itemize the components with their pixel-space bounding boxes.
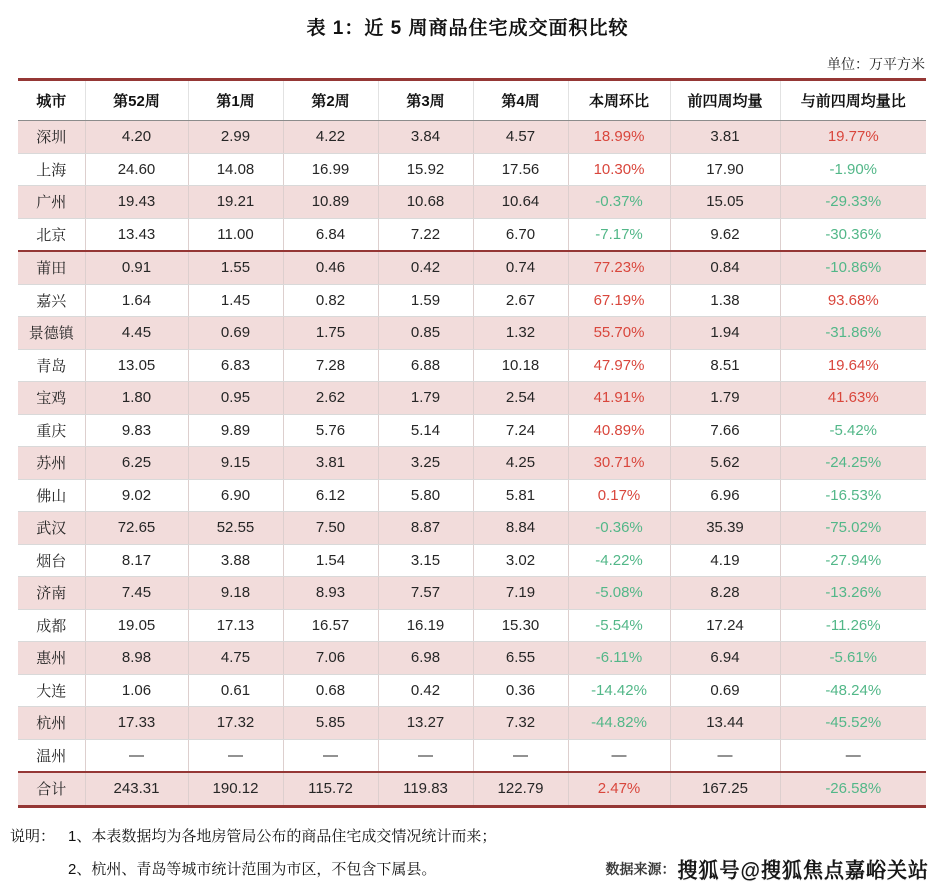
city-cell: 惠州	[18, 642, 85, 675]
city-cell: 北京	[18, 218, 85, 251]
value-cell: 16.19	[378, 609, 473, 642]
value-cell: —	[85, 739, 188, 772]
value-cell: 190.12	[188, 772, 283, 806]
value-cell: 16.57	[283, 609, 378, 642]
value-cell: -6.11%	[568, 642, 670, 675]
value-cell: 4.45	[85, 317, 188, 350]
value-cell: -27.94%	[780, 544, 926, 577]
value-cell: —	[473, 739, 568, 772]
value-cell: 47.97%	[568, 349, 670, 382]
header-week-52: 第52周	[85, 80, 188, 121]
value-cell: 6.96	[670, 479, 780, 512]
value-cell: 15.30	[473, 609, 568, 642]
table-header-row	[18, 80, 926, 121]
value-cell: -16.53%	[780, 479, 926, 512]
value-cell: 5.80	[378, 479, 473, 512]
value-cell: -31.86%	[780, 317, 926, 350]
value-cell: 2.62	[283, 382, 378, 415]
total-row	[18, 772, 926, 806]
value-cell: 6.94	[670, 642, 780, 675]
value-cell: 7.66	[670, 414, 780, 447]
value-cell: 52.55	[188, 512, 283, 545]
value-cell: 4.22	[283, 121, 378, 154]
table-body	[18, 121, 926, 807]
value-cell: 5.76	[283, 414, 378, 447]
value-cell: 19.21	[188, 186, 283, 219]
table-row	[18, 739, 926, 772]
value-cell: 6.84	[283, 218, 378, 251]
value-cell: 77.23%	[568, 251, 670, 284]
value-cell: 5.14	[378, 414, 473, 447]
value-cell: -5.08%	[568, 577, 670, 610]
value-cell: 15.92	[378, 153, 473, 186]
value-cell: 4.19	[670, 544, 780, 577]
value-cell: -30.36%	[780, 218, 926, 251]
table-row	[18, 512, 926, 545]
value-cell: -11.26%	[780, 609, 926, 642]
value-cell: 119.83	[378, 772, 473, 806]
value-cell: 7.19	[473, 577, 568, 610]
value-cell: 6.88	[378, 349, 473, 382]
value-cell: 1.06	[85, 674, 188, 707]
value-cell: 7.24	[473, 414, 568, 447]
value-cell: 8.84	[473, 512, 568, 545]
value-cell: 4.57	[473, 121, 568, 154]
value-cell: 19.43	[85, 186, 188, 219]
value-cell: 2.67	[473, 284, 568, 317]
value-cell: —	[568, 739, 670, 772]
value-cell: 4.20	[85, 121, 188, 154]
table-row	[18, 414, 926, 447]
value-cell: 10.68	[378, 186, 473, 219]
value-cell: -4.22%	[568, 544, 670, 577]
value-cell: 3.81	[670, 121, 780, 154]
value-cell: 0.46	[283, 251, 378, 284]
table-row	[18, 447, 926, 480]
table-row	[18, 674, 926, 707]
city-cell: 重庆	[18, 414, 85, 447]
value-cell: 2.99	[188, 121, 283, 154]
value-cell: 6.12	[283, 479, 378, 512]
value-cell: 7.50	[283, 512, 378, 545]
value-cell: 0.82	[283, 284, 378, 317]
note-indent	[10, 853, 68, 886]
value-cell: -10.86%	[780, 251, 926, 284]
value-cell: 0.95	[188, 382, 283, 415]
value-cell: 9.89	[188, 414, 283, 447]
value-cell: -75.02%	[780, 512, 926, 545]
value-cell: 9.02	[85, 479, 188, 512]
value-cell: 8.51	[670, 349, 780, 382]
value-cell: 55.70%	[568, 317, 670, 350]
value-cell: 0.61	[188, 674, 283, 707]
city-cell: 景德镇	[18, 317, 85, 350]
value-cell: 0.84	[670, 251, 780, 284]
value-cell: 8.93	[283, 577, 378, 610]
value-cell: 10.89	[283, 186, 378, 219]
value-cell: 2.47%	[568, 772, 670, 806]
value-cell: 17.32	[188, 707, 283, 740]
value-cell: 8.98	[85, 642, 188, 675]
table-row	[18, 707, 926, 740]
value-cell: —	[188, 739, 283, 772]
value-cell: 7.32	[473, 707, 568, 740]
value-cell: 30.71%	[568, 447, 670, 480]
value-cell: 17.24	[670, 609, 780, 642]
value-cell: 0.85	[378, 317, 473, 350]
value-cell: -48.24%	[780, 674, 926, 707]
city-cell: 广州	[18, 186, 85, 219]
city-cell: 烟台	[18, 544, 85, 577]
data-source	[605, 854, 929, 883]
city-cell: 嘉兴	[18, 284, 85, 317]
value-cell: 9.83	[85, 414, 188, 447]
header-week-2: 第2周	[283, 80, 378, 121]
value-cell: 1.80	[85, 382, 188, 415]
value-cell: -13.26%	[780, 577, 926, 610]
table-row	[18, 544, 926, 577]
value-cell: 8.17	[85, 544, 188, 577]
data-source-watermark: 搜狐号@搜狐焦点嘉峪关站	[677, 859, 929, 883]
value-cell: 9.18	[188, 577, 283, 610]
value-cell: -26.58%	[780, 772, 926, 806]
table-row	[18, 382, 926, 415]
header-vs-four-week-avg: 与前四周均量比	[780, 80, 926, 121]
table-row	[18, 186, 926, 219]
housing-transaction-table	[18, 78, 926, 808]
city-cell: 武汉	[18, 512, 85, 545]
value-cell: 1.79	[378, 382, 473, 415]
value-cell: 3.02	[473, 544, 568, 577]
table-row	[18, 609, 926, 642]
value-cell: 115.72	[283, 772, 378, 806]
value-cell: 8.87	[378, 512, 473, 545]
city-cell: 杭州	[18, 707, 85, 740]
value-cell: 0.42	[378, 674, 473, 707]
table-row	[18, 218, 926, 251]
header-wow-change: 本周环比	[568, 80, 670, 121]
value-cell: 0.17%	[568, 479, 670, 512]
value-cell: 122.79	[473, 772, 568, 806]
value-cell: 0.69	[670, 674, 780, 707]
value-cell: 13.44	[670, 707, 780, 740]
value-cell: 167.25	[670, 772, 780, 806]
city-cell: 宝鸡	[18, 382, 85, 415]
city-cell: 温州	[18, 739, 85, 772]
value-cell: 41.63%	[780, 382, 926, 415]
value-cell: 6.25	[85, 447, 188, 480]
value-cell: 10.18	[473, 349, 568, 382]
table-row	[18, 251, 926, 284]
value-cell: 0.36	[473, 674, 568, 707]
value-cell: —	[670, 739, 780, 772]
value-cell: -1.90%	[780, 153, 926, 186]
table-row	[18, 479, 926, 512]
value-cell: 41.91%	[568, 382, 670, 415]
value-cell: —	[378, 739, 473, 772]
table-row	[18, 284, 926, 317]
table-row	[18, 317, 926, 350]
value-cell: 1.94	[670, 317, 780, 350]
value-cell: 17.90	[670, 153, 780, 186]
city-cell: 佛山	[18, 479, 85, 512]
value-cell: 8.28	[670, 577, 780, 610]
value-cell: 243.31	[85, 772, 188, 806]
value-cell: 13.27	[378, 707, 473, 740]
value-cell: 9.15	[188, 447, 283, 480]
city-cell: 上海	[18, 153, 85, 186]
value-cell: 7.45	[85, 577, 188, 610]
value-cell: 13.05	[85, 349, 188, 382]
value-cell: -0.36%	[568, 512, 670, 545]
page-title: 表 1：近 5 周商品住宅成交面积比较	[306, 18, 629, 39]
table-row	[18, 349, 926, 382]
value-cell: 7.28	[283, 349, 378, 382]
value-cell: 4.75	[188, 642, 283, 675]
city-cell: 济南	[18, 577, 85, 610]
city-cell: 深圳	[18, 121, 85, 154]
data-source-label: 数据来源：	[605, 860, 676, 877]
unit-label: 单位：万平方米	[827, 56, 925, 72]
value-cell: 6.98	[378, 642, 473, 675]
value-cell: 5.85	[283, 707, 378, 740]
value-cell: 11.00	[188, 218, 283, 251]
value-cell: 3.81	[283, 447, 378, 480]
value-cell: 0.69	[188, 317, 283, 350]
value-cell: 0.68	[283, 674, 378, 707]
note-1-text: 1、本表数据均为各地房管局公布的商品住宅成交情况统计而来；	[68, 827, 497, 845]
value-cell: 9.62	[670, 218, 780, 251]
value-cell: 40.89%	[568, 414, 670, 447]
value-cell: -0.37%	[568, 186, 670, 219]
value-cell: -5.42%	[780, 414, 926, 447]
note-2-text: 2、杭州、青岛等城市统计范围为市区，不包含下属县。	[68, 860, 437, 878]
city-cell: 大连	[18, 674, 85, 707]
value-cell: 0.91	[85, 251, 188, 284]
notes-label: 说明：	[10, 827, 56, 845]
value-cell: 4.25	[473, 447, 568, 480]
value-cell: 6.70	[473, 218, 568, 251]
table-row	[18, 642, 926, 675]
value-cell: -29.33%	[780, 186, 926, 219]
value-cell: 5.62	[670, 447, 780, 480]
value-cell: 10.64	[473, 186, 568, 219]
value-cell: 17.13	[188, 609, 283, 642]
value-cell: 1.32	[473, 317, 568, 350]
value-cell: 3.84	[378, 121, 473, 154]
value-cell: 1.64	[85, 284, 188, 317]
value-cell: 1.45	[188, 284, 283, 317]
value-cell: 19.77%	[780, 121, 926, 154]
value-cell: 3.25	[378, 447, 473, 480]
value-cell: 1.75	[283, 317, 378, 350]
table-row	[18, 153, 926, 186]
value-cell: 19.64%	[780, 349, 926, 382]
value-cell: 6.55	[473, 642, 568, 675]
value-cell: 13.43	[85, 218, 188, 251]
value-cell: -7.17%	[568, 218, 670, 251]
note-line-1	[10, 820, 935, 853]
value-cell: 1.55	[188, 251, 283, 284]
value-cell: 2.54	[473, 382, 568, 415]
value-cell: -5.54%	[568, 609, 670, 642]
value-cell: 72.65	[85, 512, 188, 545]
header-week-3: 第3周	[378, 80, 473, 121]
value-cell: -45.52%	[780, 707, 926, 740]
value-cell: 17.33	[85, 707, 188, 740]
value-cell: 7.57	[378, 577, 473, 610]
city-cell: 合计	[18, 772, 85, 806]
value-cell: 7.22	[378, 218, 473, 251]
value-cell: 1.59	[378, 284, 473, 317]
city-cell: 成都	[18, 609, 85, 642]
value-cell: 15.05	[670, 186, 780, 219]
header-week-1: 第1周	[188, 80, 283, 121]
value-cell: -5.61%	[780, 642, 926, 675]
value-cell: 3.15	[378, 544, 473, 577]
value-cell: 93.68%	[780, 284, 926, 317]
value-cell: 0.74	[473, 251, 568, 284]
value-cell: 6.90	[188, 479, 283, 512]
header-week-4: 第4周	[473, 80, 568, 121]
value-cell: -14.42%	[568, 674, 670, 707]
value-cell: -24.25%	[780, 447, 926, 480]
value-cell: -44.82%	[568, 707, 670, 740]
value-cell: 18.99%	[568, 121, 670, 154]
value-cell: 24.60	[85, 153, 188, 186]
header-city: 城市	[18, 80, 85, 121]
value-cell: —	[283, 739, 378, 772]
header-four-week-avg: 前四周均量	[670, 80, 780, 121]
value-cell: 6.83	[188, 349, 283, 382]
table-row	[18, 121, 926, 154]
value-cell: 17.56	[473, 153, 568, 186]
value-cell: 1.54	[283, 544, 378, 577]
value-cell: 16.99	[283, 153, 378, 186]
table-row	[18, 577, 926, 610]
value-cell: 1.38	[670, 284, 780, 317]
value-cell: 3.88	[188, 544, 283, 577]
city-cell: 苏州	[18, 447, 85, 480]
value-cell: 35.39	[670, 512, 780, 545]
value-cell: 19.05	[85, 609, 188, 642]
city-cell: 青岛	[18, 349, 85, 382]
value-cell: 5.81	[473, 479, 568, 512]
value-cell: 14.08	[188, 153, 283, 186]
value-cell: 0.42	[378, 251, 473, 284]
value-cell: 67.19%	[568, 284, 670, 317]
value-cell: 1.79	[670, 382, 780, 415]
city-cell: 莆田	[18, 251, 85, 284]
value-cell: —	[780, 739, 926, 772]
value-cell: 7.06	[283, 642, 378, 675]
value-cell: 10.30%	[568, 153, 670, 186]
